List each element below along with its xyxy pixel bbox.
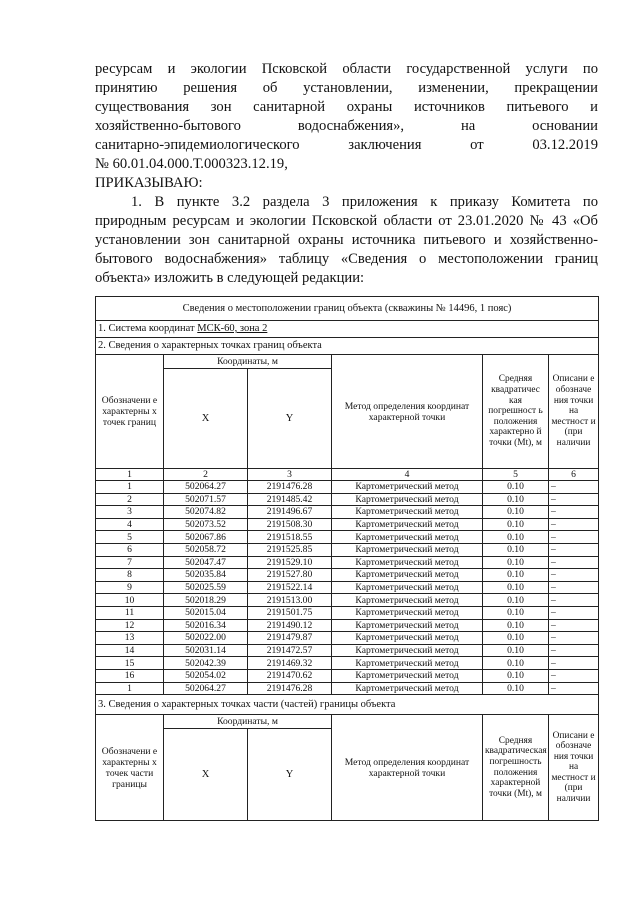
x-coordinate: 502042.39 [164,657,248,670]
table-row [96,493,599,506]
description-cell: – [549,481,599,494]
description-cell: – [549,682,599,695]
header-accuracy: Средняя квадратическая погрешность положения характерной точки (Mt), м [483,715,549,821]
method-cell: Картометрический метод [332,594,483,607]
header-point: Обозначени е характерны х точек границ [96,355,164,469]
accuracy-cell: 0.10 [483,581,549,594]
accuracy-cell: 0.10 [483,669,549,682]
method-cell: Картометрический метод [332,556,483,569]
item1-line: природным ресурсам и экологии Псковской области от 23.01.2020 № 43 «Об [95,213,598,229]
y-coordinate: 2191529.10 [248,556,332,569]
table-row [96,606,599,619]
description-cell: – [549,669,599,682]
table-row [96,531,599,544]
header-y: Y [248,369,332,469]
accuracy-cell: 0.10 [483,632,549,645]
description-cell: – [549,657,599,670]
point-label: 5 [96,531,164,544]
coord-system-label: 1. Система координат [98,323,198,334]
y-coordinate: 2191476.28 [248,481,332,494]
accuracy-cell: 0.10 [483,644,549,657]
accuracy-cell: 0.10 [483,506,549,519]
method-cell: Картометрический метод [332,543,483,556]
y-coordinate: 2191479.87 [248,632,332,645]
header-method: Метод определения координат характерной точки [332,355,483,469]
intro-line: принятию решения об установлении, изменении, прекращении [95,80,598,96]
x-coordinate: 502058.72 [164,543,248,556]
method-cell: Картометрический метод [332,669,483,682]
section-heading: 3. Сведения о характерных точках части (частей) границы объекта [96,695,599,715]
point-label: 14 [96,644,164,657]
method-cell: Картометрический метод [332,657,483,670]
x-coordinate: 502064.27 [164,682,248,695]
x-coordinate: 502035.84 [164,569,248,582]
table-row [96,657,599,670]
y-coordinate: 2191508.30 [248,518,332,531]
accuracy-cell: 0.10 [483,682,549,695]
method-cell: Картометрический метод [332,506,483,519]
col-number: 6 [549,469,599,481]
description-cell: – [549,594,599,607]
x-coordinate: 502067.86 [164,531,248,544]
x-coordinate: 502054.02 [164,669,248,682]
y-coordinate: 2191501.75 [248,606,332,619]
point-label: 13 [96,632,164,645]
description-cell: – [549,493,599,506]
x-coordinate: 502074.82 [164,506,248,519]
description-cell: – [549,606,599,619]
section-heading: 2. Сведения о характерных точках границ объекта [96,338,599,355]
table-row [96,518,599,531]
header-coords: Координаты, м [164,355,332,369]
col-number: 5 [483,469,549,481]
item1-line: бытового водоснабжения» таблицу «Сведения о местоположении границ [95,251,598,267]
point-label: 16 [96,669,164,682]
table-row [96,506,599,519]
x-coordinate: 502022.00 [164,632,248,645]
point-label: 4 [96,518,164,531]
x-coordinate: 502071.57 [164,493,248,506]
table-row [96,543,599,556]
accuracy-cell: 0.10 [483,619,549,632]
method-cell: Картометрический метод [332,644,483,657]
description-cell: – [549,569,599,582]
accuracy-cell: 0.10 [483,481,549,494]
table-body [96,481,599,695]
point-label: 15 [96,657,164,670]
method-cell: Картометрический метод [332,682,483,695]
table-row [96,682,599,695]
x-coordinate: 502073.52 [164,518,248,531]
col-number: 4 [332,469,483,481]
y-coordinate: 2191522.14 [248,581,332,594]
table-row [96,644,599,657]
point-label: 7 [96,556,164,569]
col-number: 2 [164,469,248,481]
accuracy-cell: 0.10 [483,543,549,556]
method-cell: Картометрический метод [332,619,483,632]
method-cell: Картометрический метод [332,493,483,506]
point-label: 3 [96,506,164,519]
point-label: 9 [96,581,164,594]
header-accuracy: Средняя квадратичес кая погрешност ь положения характерно й точки (Mt), м [483,355,549,469]
boundary-table [95,296,599,821]
x-coordinate: 502064.27 [164,481,248,494]
table-row [96,481,599,494]
y-coordinate: 2191513.00 [248,594,332,607]
accuracy-cell: 0.10 [483,657,549,670]
method-cell: Картометрический метод [332,581,483,594]
accuracy-cell: 0.10 [483,556,549,569]
accuracy-cell: 0.10 [483,531,549,544]
y-coordinate: 2191476.28 [248,682,332,695]
point-label: 12 [96,619,164,632]
order-word: ПРИКАЗЫВАЮ: [95,175,203,191]
intro-paragraph [95,60,598,288]
table-row [96,556,599,569]
y-coordinate: 2191485.42 [248,493,332,506]
method-cell: Картометрический метод [332,518,483,531]
description-cell: – [549,644,599,657]
x-coordinate: 502031.14 [164,644,248,657]
item1-line: установлении зон санитарной охраны источника питьевого и хозяйственно- [95,232,598,248]
point-label: 1 [96,682,164,695]
description-cell: – [549,531,599,544]
header-description: Описани е обозначе ния точки на местност и (при наличии [549,355,599,469]
x-coordinate: 502025.59 [164,581,248,594]
method-cell: Картометрический метод [332,606,483,619]
accuracy-cell: 0.10 [483,518,549,531]
intro-line: ресурсам и экологии Псковской области государственной услуги по [95,61,598,77]
header-method: Метод определения координат характерной точки [332,715,483,821]
method-cell: Картометрический метод [332,569,483,582]
x-coordinate: 502016.34 [164,619,248,632]
accuracy-cell: 0.10 [483,493,549,506]
table-title: Сведения о местоположении границ объекта (скважины № 14496, 1 пояс) [96,297,599,321]
header-coords: Координаты, м [164,715,332,729]
description-cell: – [549,632,599,645]
accuracy-cell: 0.10 [483,594,549,607]
x-coordinate: 502018.29 [164,594,248,607]
y-coordinate: 2191469.32 [248,657,332,670]
table-row [96,632,599,645]
y-coordinate: 2191525.85 [248,543,332,556]
col-number: 1 [96,469,164,481]
description-cell: – [549,581,599,594]
description-cell: – [549,619,599,632]
y-coordinate: 2191518.55 [248,531,332,544]
coord-system-value: МСК-60, зона 2 [197,323,268,334]
table-row [96,569,599,582]
table-row [96,619,599,632]
y-coordinate: 2191470.62 [248,669,332,682]
description-cell: – [549,506,599,519]
table-row [96,594,599,607]
point-label: 2 [96,493,164,506]
table-row [96,669,599,682]
description-cell: – [549,518,599,531]
point-label: 6 [96,543,164,556]
col-number: 3 [248,469,332,481]
y-coordinate: 2191490.12 [248,619,332,632]
point-label: 8 [96,569,164,582]
header-point: Обозначени е характерны х точек части границы [96,715,164,821]
intro-line: хозяйственно-бытового водоснабжения», на основании [95,118,598,134]
intro-line: существования зон санитарной охраны источников питьевого и [95,99,598,115]
method-cell: Картометрический метод [332,531,483,544]
point-label: 11 [96,606,164,619]
x-coordinate: 502047.47 [164,556,248,569]
item1-line: 1. В пункте 3.2 раздела 3 приложения к приказу Комитета по [131,194,598,210]
header-x: X [164,369,248,469]
table-row [96,581,599,594]
y-coordinate: 2191527.80 [248,569,332,582]
header-y: Y [248,729,332,821]
point-label: 10 [96,594,164,607]
header-x: X [164,729,248,821]
method-cell: Картометрический метод [332,632,483,645]
description-cell: – [549,556,599,569]
x-coordinate: 502015.04 [164,606,248,619]
description-cell: – [549,543,599,556]
intro-line: санитарно-эпидемиологического заключения от 03.12.2019 [95,137,598,153]
coord-system-row [96,321,599,338]
intro-line-last: № 60.01.04.000.Т.000323.12.19, [95,156,288,172]
y-coordinate: 2191472.57 [248,644,332,657]
item1-line-last: объекта» изложить в следующей редакции: [95,270,365,286]
point-label: 1 [96,481,164,494]
accuracy-cell: 0.10 [483,606,549,619]
y-coordinate: 2191496.67 [248,506,332,519]
accuracy-cell: 0.10 [483,569,549,582]
method-cell: Картометрический метод [332,481,483,494]
header-description: Описани е обозначе ния точки на местност и (при наличии [549,715,599,821]
